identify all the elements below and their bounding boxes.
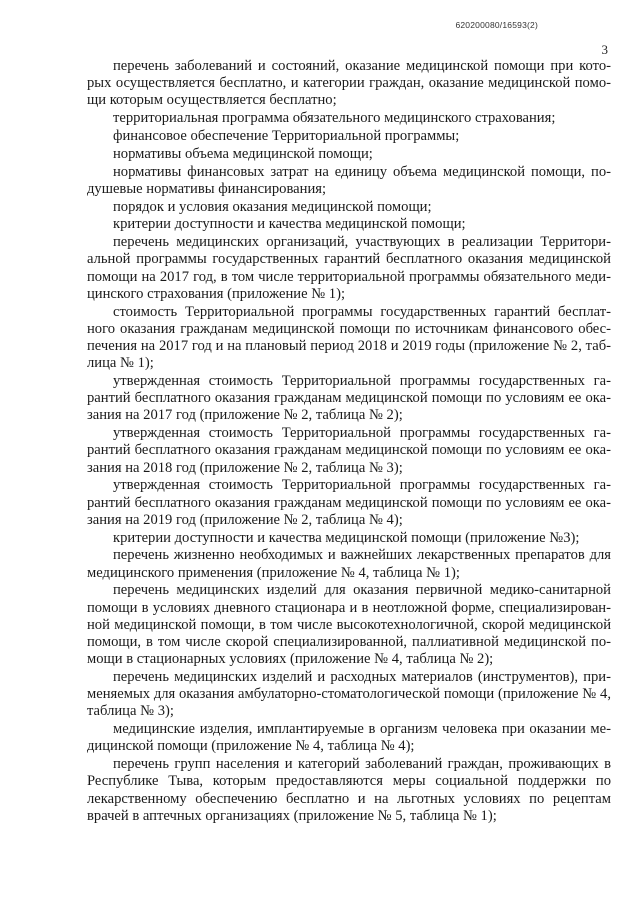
paragraph: территориальная программа обязательного медицинского страхования; [113, 110, 556, 127]
document-code: 620200080/16593(2) [455, 20, 538, 30]
paragraph: критерии доступности и качества медицинской помощи; [113, 216, 466, 233]
paragraph: перечень групп населения и категорий заболеваний граждан, проживающих в Республике Тыва, которым предоставляются меры социальной поддержки по лекарственному обеспечению бесплатно и на льготных условиях по рецептам врачей в аптечных организациях (приложение № 5, таблица № 1); [87, 756, 611, 824]
paragraph: утвержденная стоимость Территориальной программы государственных гарантий бесплатного оказания гражданам медицинской помощи по условиям ее оказания на 2019 год (приложение № 2, таблица № 4); [87, 477, 611, 528]
paragraph: нормативы объема медицинской помощи; [113, 145, 373, 162]
paragraph: перечень медицинских организаций, участвующих в реализации Территориальной программы государственных гарантий бесплатного оказания медицинской помощи на 2017 год, в том числе территориальной программы обязательного медицинского страхования (приложение № 1); [87, 234, 611, 302]
paragraph: перечень жизненно необходимых и важнейших лекарственных препаратов для медицинского применения (приложение № 4, таблица № 1); [87, 547, 611, 581]
paragraph: утвержденная стоимость Территориальной программы государственных гарантий бесплатного оказания гражданам медицинской помощи по условиям ее оказания на 2017 год (приложение № 2, таблица № 2); [87, 373, 611, 424]
paragraph: утвержденная стоимость Территориальной программы государственных гарантий бесплатного оказания гражданам медицинской помощи по условиям ее оказания на 2018 год (приложение № 2, таблица № 3); [87, 425, 611, 476]
paragraph: критерии доступности и качества медицинской помощи (приложение №3); [113, 529, 580, 546]
paragraph: стоимость Территориальной программы государственных гарантий бесплатного оказания гражданам медицинской помощи по источникам финансового обеспечения на 2017 год и на плановый период 2018 и 2019 годы (приложение № 2, таблица № 1); [87, 303, 611, 372]
paragraph: порядок и условия оказания медицинской помощи; [113, 198, 432, 215]
paragraph: перечень медицинских изделий и расходных материалов (инструментов), применяемых для оказания амбулаторно-стоматологической помощи (приложение № 4, таблица № 3); [87, 669, 611, 720]
paragraph: медицинские изделия, имплантируемые в организм человека при оказании медицинской помощи (приложение № 4, таблица № 4); [87, 721, 611, 755]
paragraph: нормативы финансовых затрат на единицу объема медицинской помощи, подушевые нормативы финансирования; [87, 163, 611, 197]
paragraph: перечень медицинских изделий для оказания первичной медико-санитарной помощи в условиях дневного стационара и в неотложной форме, специализированной медицинской помощи, в том числе высокотехнологичной, скорой медицинской помощи, в том числе скорой специализированной, паллиативной медицинской помощи в стационарных условиях (приложение № 4, таблица № 2); [87, 582, 611, 668]
page-number: 3 [601, 42, 608, 57]
document-body [87, 58, 611, 826]
paragraph: финансовое обеспечение Территориальной программы; [113, 128, 460, 144]
paragraph: перечень заболеваний и состояний, оказание медицинской помощи при которых осуществляется бесплатно, и категории граждан, оказание медицинской помощи которым осуществляется бесплатно; [87, 58, 611, 109]
